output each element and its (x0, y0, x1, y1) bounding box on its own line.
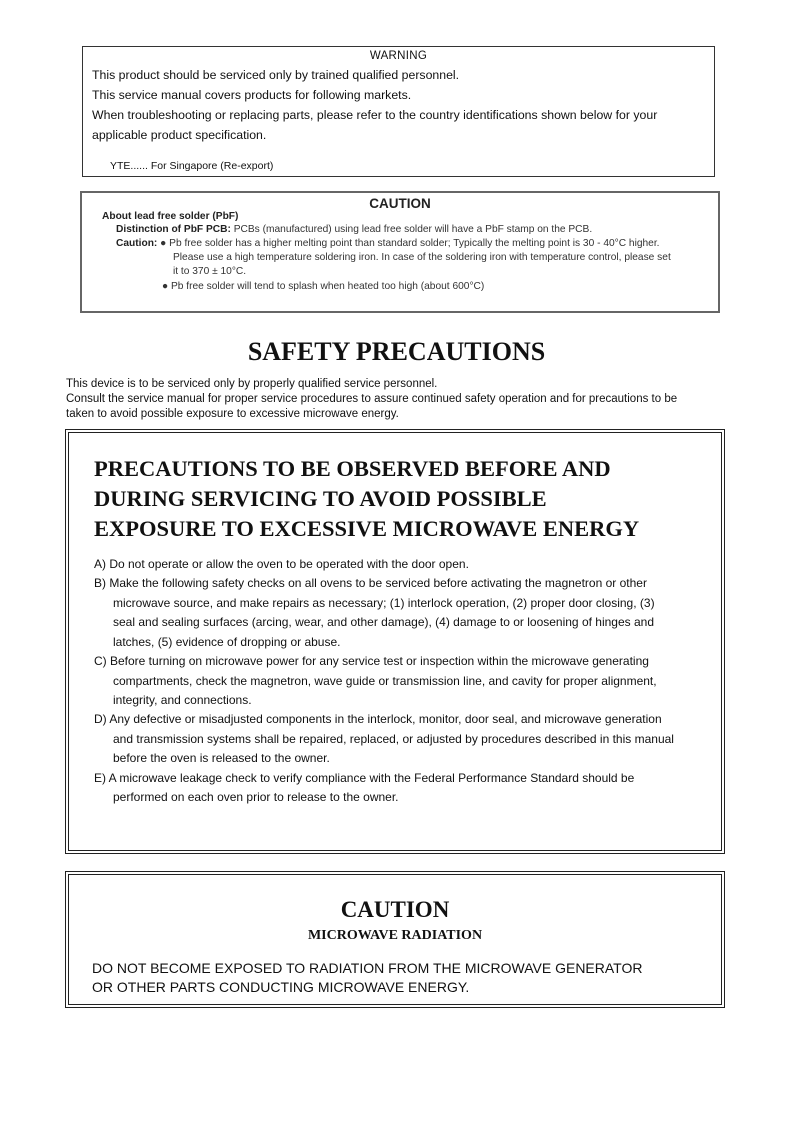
precaution-line: A) Do not operate or allow the oven to be operated with the door open. (94, 557, 469, 571)
precautions-heading: EXPOSURE TO EXCESSIVE MICROWAVE ENERGY (94, 516, 640, 541)
pbf-caution-title: CAUTION (369, 196, 431, 211)
radiation-caution-title: CAUTION (340, 897, 450, 922)
pbf-bullet-line: Please use a high temperature soldering iron. In case of the soldering iron with temperature control, please set (173, 252, 671, 263)
bullet-icon: ● (160, 238, 167, 249)
precautions-box (65, 429, 725, 854)
warning-line: applicable product specification. (92, 128, 267, 142)
radiation-caution-subtitle: MICROWAVE RADIATION (307, 928, 483, 943)
precaution-line: B) Make the following safety checks on all ovens to be serviced before activating the magnetron or other (94, 576, 647, 590)
precaution-line: microwave source, and make repairs as necessary; (1) interlock operation, (2) proper door closing, (3) (113, 596, 655, 610)
warning-title: WARNING (369, 50, 428, 62)
precaution-line: latches, (5) evidence of dropping or abuse. (113, 635, 341, 649)
warning-line: This product should be serviced only by trained qualified personnel. (92, 68, 460, 82)
pbf-bullet-line: it to 370 ± 10°C. (173, 266, 247, 277)
warning-line: This service manual covers products for following markets. (92, 88, 412, 102)
distinction-label: Distinction of PbF PCB: (116, 224, 231, 235)
distinction-text: PCBs (manufactured) using lead free solder will have a PbF stamp on the PCB. (233, 224, 593, 235)
pbf-bullet-line: Pb free solder has a higher melting point than standard solder; Typically the melting point is 30 - 40°C higher. (169, 238, 660, 249)
market-code: YTE...... For Singapore (Re-export) (110, 160, 274, 172)
intro-line: taken to avoid possible exposure to excessive microwave energy. (66, 408, 399, 420)
precaution-line: D) Any defective or misadjusted components in the interlock, monitor, door seal, and microwave generation (94, 712, 662, 726)
precaution-line: compartments, check the magnetron, wave guide or transmission line, and cavity for proper alignment, (113, 674, 657, 688)
bullet-icon: ● (162, 281, 169, 292)
radiation-caution-line: OR OTHER PARTS CONDUCTING MICROWAVE ENERGY. (92, 979, 470, 995)
precaution-line: performed on each oven prior to release to the owner. (113, 790, 399, 804)
precautions-heading: DURING SERVICING TO AVOID POSSIBLE (94, 486, 547, 511)
pbf-bullet-2: Pb free solder will tend to splash when heated too high (about 600°C) (171, 281, 485, 292)
pbf-caution-box (80, 191, 720, 313)
warning-line: When troubleshooting or replacing parts, please refer to the country identifications shown below for your (92, 108, 658, 122)
precaution-line: and transmission systems shall be repaired, replaced, or adjusted by procedures described in this manual (113, 732, 674, 746)
precautions-heading: PRECAUTIONS TO BE OBSERVED BEFORE AND (94, 456, 611, 481)
precaution-line: seal and sealing surfaces (arcing, wear, and other damage), (4) damage to or loosening of hinges and (113, 615, 654, 629)
page-title: SAFETY PRECAUTIONS (247, 337, 546, 366)
intro-line: This device is to be serviced only by properly qualified service personnel. (66, 378, 438, 390)
precaution-line: integrity, and connections. (113, 693, 252, 707)
warning-box (82, 46, 715, 177)
precaution-line: E) A microwave leakage check to verify compliance with the Federal Performance Standard should be (94, 771, 635, 785)
caution-label: Caution: (116, 238, 158, 249)
radiation-caution-box (65, 871, 725, 1008)
precaution-line: C) Before turning on microwave power for any service test or inspection within the microwave generating (94, 654, 649, 668)
pbf-heading: About lead free solder (PbF) (102, 211, 239, 222)
intro-line: Consult the service manual for proper service procedures to assure continued safety operation and for precautions to be (66, 393, 678, 405)
precaution-line: before the oven is released to the owner. (113, 751, 330, 765)
radiation-caution-line: DO NOT BECOME EXPOSED TO RADIATION FROM THE MICROWAVE GENERATOR (92, 960, 643, 976)
